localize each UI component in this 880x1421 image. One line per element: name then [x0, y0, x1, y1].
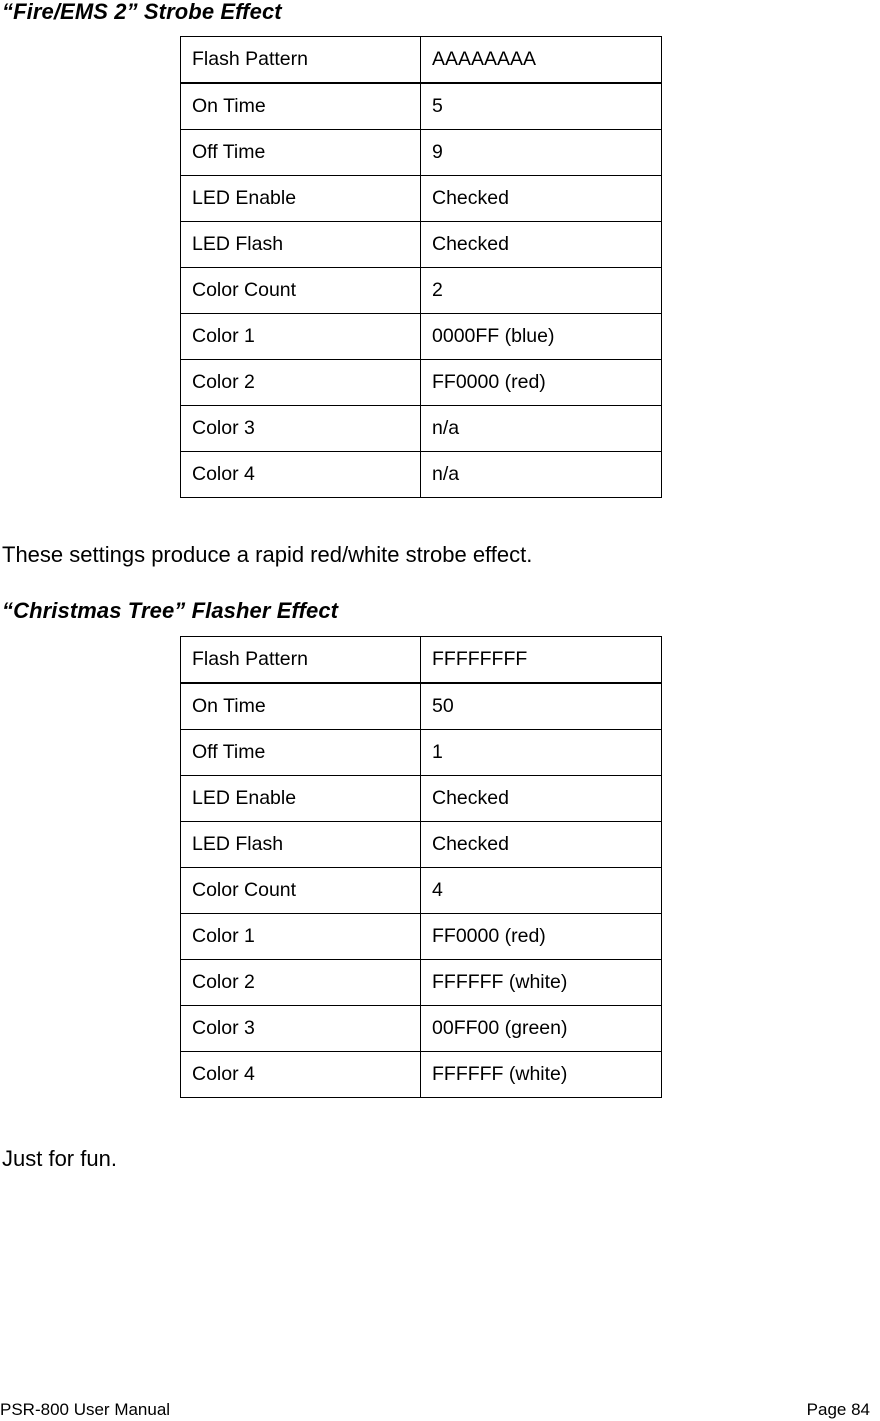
table-row — [181, 222, 662, 268]
setting-value: n/a — [421, 452, 662, 498]
table-row — [181, 268, 662, 314]
setting-label: Color 3 — [181, 1006, 421, 1052]
setting-label: Color 4 — [181, 452, 421, 498]
setting-label: Color 2 — [181, 960, 421, 1006]
table-row — [181, 914, 662, 960]
setting-label: Color 1 — [181, 914, 421, 960]
setting-value: 9 — [421, 130, 662, 176]
setting-label: Flash Pattern — [181, 37, 421, 84]
setting-label: Off Time — [181, 130, 421, 176]
table-row — [181, 130, 662, 176]
footer-manual-title: PSR-800 User Manual — [0, 1400, 171, 1419]
setting-value: Checked — [421, 776, 662, 822]
setting-value: 0000FF (blue) — [421, 314, 662, 360]
setting-value: 1 — [421, 730, 662, 776]
setting-value: 5 — [421, 83, 662, 130]
table-row — [181, 452, 662, 498]
setting-label: LED Flash — [181, 222, 421, 268]
section-note: These settings produce a rapid red/white strobe effect. — [2, 542, 533, 567]
table-row — [181, 637, 662, 684]
setting-label: Color 1 — [181, 314, 421, 360]
table-row — [181, 314, 662, 360]
setting-label: On Time — [181, 683, 421, 730]
table-row — [181, 176, 662, 222]
section-heading-christmas-tree: “Christmas Tree” Flasher Effect — [2, 598, 339, 623]
setting-value: Checked — [421, 822, 662, 868]
table-row — [181, 37, 662, 84]
setting-value: Checked — [421, 222, 662, 268]
setting-label: Color 2 — [181, 360, 421, 406]
setting-value: 4 — [421, 868, 662, 914]
setting-value: FFFFFFFF — [421, 637, 662, 684]
section-note: Just for fun. — [2, 1146, 117, 1171]
setting-label: Color Count — [181, 268, 421, 314]
setting-value: FFFFFF (white) — [421, 960, 662, 1006]
setting-label: LED Flash — [181, 822, 421, 868]
settings-table-christmas-tree — [180, 636, 662, 1098]
setting-value: 50 — [421, 683, 662, 730]
table-row — [181, 868, 662, 914]
table-row — [181, 730, 662, 776]
table-row — [181, 683, 662, 730]
setting-value: FF0000 (red) — [421, 360, 662, 406]
table-row — [181, 1006, 662, 1052]
setting-label: Off Time — [181, 730, 421, 776]
setting-value: FFFFFF (white) — [421, 1052, 662, 1098]
setting-label: Color Count — [181, 868, 421, 914]
settings-table-fire-ems-2 — [180, 36, 662, 498]
table-row — [181, 360, 662, 406]
setting-label: LED Enable — [181, 176, 421, 222]
setting-value: n/a — [421, 406, 662, 452]
setting-value: 00FF00 (green) — [421, 1006, 662, 1052]
setting-label: LED Enable — [181, 776, 421, 822]
setting-label: Flash Pattern — [181, 637, 421, 684]
table-row — [181, 83, 662, 130]
table-row — [181, 960, 662, 1006]
table-row — [181, 822, 662, 868]
table-row — [181, 1052, 662, 1098]
setting-value: AAAAAAAA — [421, 37, 662, 84]
setting-value: Checked — [421, 176, 662, 222]
setting-label: Color 4 — [181, 1052, 421, 1098]
setting-value: 2 — [421, 268, 662, 314]
setting-label: Color 3 — [181, 406, 421, 452]
table-row — [181, 406, 662, 452]
setting-value: FF0000 (red) — [421, 914, 662, 960]
section-heading-fire-ems-2: “Fire/EMS 2” Strobe Effect — [2, 0, 282, 24]
table-row — [181, 776, 662, 822]
setting-label: On Time — [181, 83, 421, 130]
footer-page-number: Page 84 — [806, 1400, 870, 1419]
